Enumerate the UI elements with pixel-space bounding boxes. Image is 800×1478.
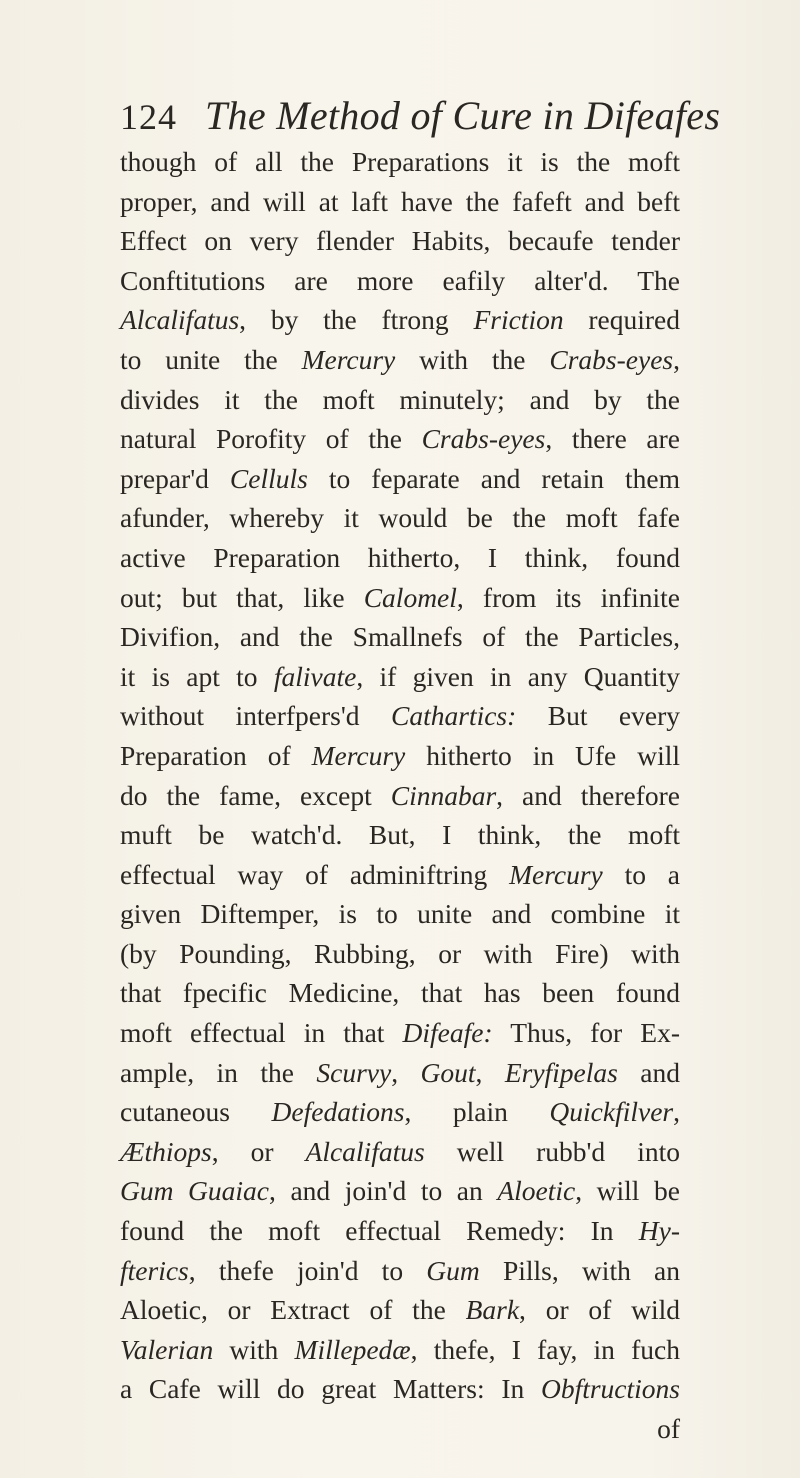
text-segment: Aloetic, or Extract of the	[120, 1294, 466, 1326]
text-segment: ,	[673, 1096, 680, 1128]
text-segment: that fpecific Medicine, that has been found	[120, 977, 680, 1009]
text-segment: required	[563, 304, 680, 336]
text-segment: hitherto in Ufe will	[405, 739, 680, 771]
italic-term: Æthiops	[120, 1135, 212, 1167]
text-line	[120, 419, 680, 459]
page-header	[120, 92, 720, 142]
text-line	[120, 1092, 680, 1132]
text-line	[120, 578, 680, 618]
text-line	[120, 142, 680, 182]
italic-term: falivate	[273, 660, 357, 692]
text-segment: , by the ftrong	[239, 304, 474, 336]
text-line	[120, 300, 680, 340]
italic-term: Hy-	[638, 1215, 680, 1247]
text-line	[120, 736, 680, 776]
text-segment: proper, and will at laft have the fafeft and beft	[120, 185, 680, 217]
italic-term: Mercury	[509, 858, 603, 890]
text-segment: , thefe, I fay, in fuch	[410, 1333, 681, 1365]
text-line	[120, 459, 680, 499]
italic-term: Gum	[426, 1254, 480, 1286]
text-segment: Preparation of	[120, 739, 312, 771]
italic-term: Eryfipelas	[504, 1056, 618, 1088]
text-segment: Conftitutions are more eafily alter'd. The	[120, 264, 680, 296]
text-line	[120, 855, 680, 895]
text-segment: with the	[395, 343, 550, 375]
text-segment: active Preparation hitherto, I think, found	[120, 541, 680, 573]
text-segment: ample, in the	[120, 1056, 317, 1088]
text-line	[120, 261, 680, 301]
text-segment: , and therefore	[496, 779, 680, 811]
italic-term: Mercury	[301, 343, 396, 375]
text-segment: a Cafe will do great Matters: In	[120, 1373, 541, 1405]
text-segment: , there are	[545, 423, 681, 455]
italic-term: Cathartics:	[391, 700, 517, 732]
italic-term: Crabs-eyes	[421, 423, 546, 455]
text-segment: do the fame, except	[120, 779, 391, 811]
text-segment: , will be	[575, 1175, 680, 1207]
text-segment: , if given in any Quantity	[356, 660, 680, 692]
text-line	[120, 182, 680, 222]
italic-term: Celluls	[229, 462, 308, 494]
text-line	[120, 1409, 680, 1449]
body-text	[120, 142, 680, 1449]
text-segment: to unite the	[120, 343, 302, 375]
text-line	[120, 1013, 680, 1053]
text-line	[120, 1211, 680, 1251]
text-segment: , or	[211, 1135, 306, 1167]
text-line	[120, 380, 680, 420]
text-segment: without interfpers'd	[120, 700, 392, 732]
text-line	[120, 815, 680, 855]
text-segment: , from its infinite	[456, 581, 680, 613]
italic-term: Scurvy	[316, 1056, 392, 1088]
italic-term: Mercury	[311, 739, 406, 771]
text-line	[120, 1330, 680, 1370]
text-line	[120, 1171, 680, 1211]
page-number: 124	[120, 97, 177, 137]
italic-term: Defedations	[271, 1096, 405, 1128]
text-segment: to feparate and retain them	[307, 462, 680, 494]
text-segment: moft effectual in that	[120, 1017, 403, 1049]
text-segment: ,	[391, 1056, 421, 1088]
italic-term: Quickfilver	[549, 1096, 674, 1128]
italic-term: Crabs-eyes	[549, 343, 674, 375]
text-line	[120, 776, 680, 816]
text-segment: ,	[475, 1056, 505, 1088]
text-line	[120, 1053, 680, 1093]
text-line	[120, 498, 680, 538]
text-segment: divides it the moft minutely; and by the	[120, 383, 680, 415]
text-segment: , or of wild	[519, 1294, 680, 1326]
text-segment: Effect on very flender Habits, becaufe tender	[120, 225, 680, 257]
text-line	[120, 973, 680, 1013]
text-segment: , thefe join'd to	[188, 1254, 427, 1286]
text-line	[120, 617, 680, 657]
italic-term: Obftructions	[540, 1373, 680, 1405]
text-line	[120, 221, 680, 261]
text-segment: But every	[516, 700, 680, 732]
italic-term: Aloetic	[497, 1175, 576, 1207]
text-segment: Pills, with an	[479, 1254, 680, 1286]
text-segment: to a	[602, 858, 680, 890]
text-line	[120, 696, 680, 736]
italic-term: Bark	[465, 1294, 520, 1326]
text-segment: (by Pounding, Rubbing, or with Fire) with	[120, 937, 680, 969]
italic-term: Millepedæ	[294, 1333, 411, 1365]
text-segment: effectual way of adminiftring	[120, 858, 510, 890]
text-segment: , and join'd to an	[269, 1175, 498, 1207]
text-segment: afunder, whereby it would be the moft fafe	[120, 502, 680, 534]
italic-term: Valerian	[120, 1333, 214, 1365]
text-segment: natural Porofity of the	[120, 423, 422, 455]
text-segment: though of all the Preparations it is the moft	[120, 146, 680, 177]
text-line	[120, 340, 680, 380]
italic-term: Gout	[420, 1056, 476, 1088]
text-line	[120, 1251, 680, 1291]
text-segment: , plain	[404, 1096, 550, 1128]
text-segment: ,	[673, 343, 680, 375]
italic-term: Calomel	[363, 581, 457, 613]
running-title: The Method of Cure in Difeafes	[205, 93, 721, 138]
text-segment: it is apt to	[120, 660, 274, 692]
text-line	[120, 1290, 680, 1330]
text-segment: Thus, for Ex-	[492, 1017, 680, 1049]
text-segment: found the moft effectual Remedy: In	[120, 1215, 639, 1247]
text-segment: with	[213, 1333, 295, 1365]
italic-term: Friction	[473, 304, 564, 336]
text-segment: and	[617, 1056, 680, 1088]
text-line	[120, 1369, 680, 1409]
text-line	[120, 894, 680, 934]
italic-term: Alcalifatus	[305, 1135, 425, 1167]
text-segment: prepar'd	[120, 462, 230, 494]
italic-term: Alcalifatus	[120, 304, 240, 336]
text-line	[120, 934, 680, 974]
italic-term: Cinnabar	[390, 779, 497, 811]
italic-term: Gum Guaiac	[120, 1175, 270, 1207]
text-line	[120, 538, 680, 578]
text-segment: of	[657, 1413, 680, 1444]
text-line	[120, 657, 680, 697]
italic-term: Difeafe:	[402, 1017, 493, 1049]
text-line	[120, 1132, 680, 1172]
text-segment: cutaneous	[120, 1096, 272, 1128]
text-segment: Divifion, and the Smallnefs of the Particles,	[120, 621, 680, 653]
text-segment: given Diftemper, is to unite and combine it	[120, 898, 680, 930]
text-segment: out; but that, like	[120, 581, 364, 613]
text-segment: muft be watch'd. But, I think, the moft	[120, 819, 680, 851]
italic-term: fterics	[120, 1254, 189, 1286]
text-segment: well rubb'd into	[424, 1135, 680, 1167]
